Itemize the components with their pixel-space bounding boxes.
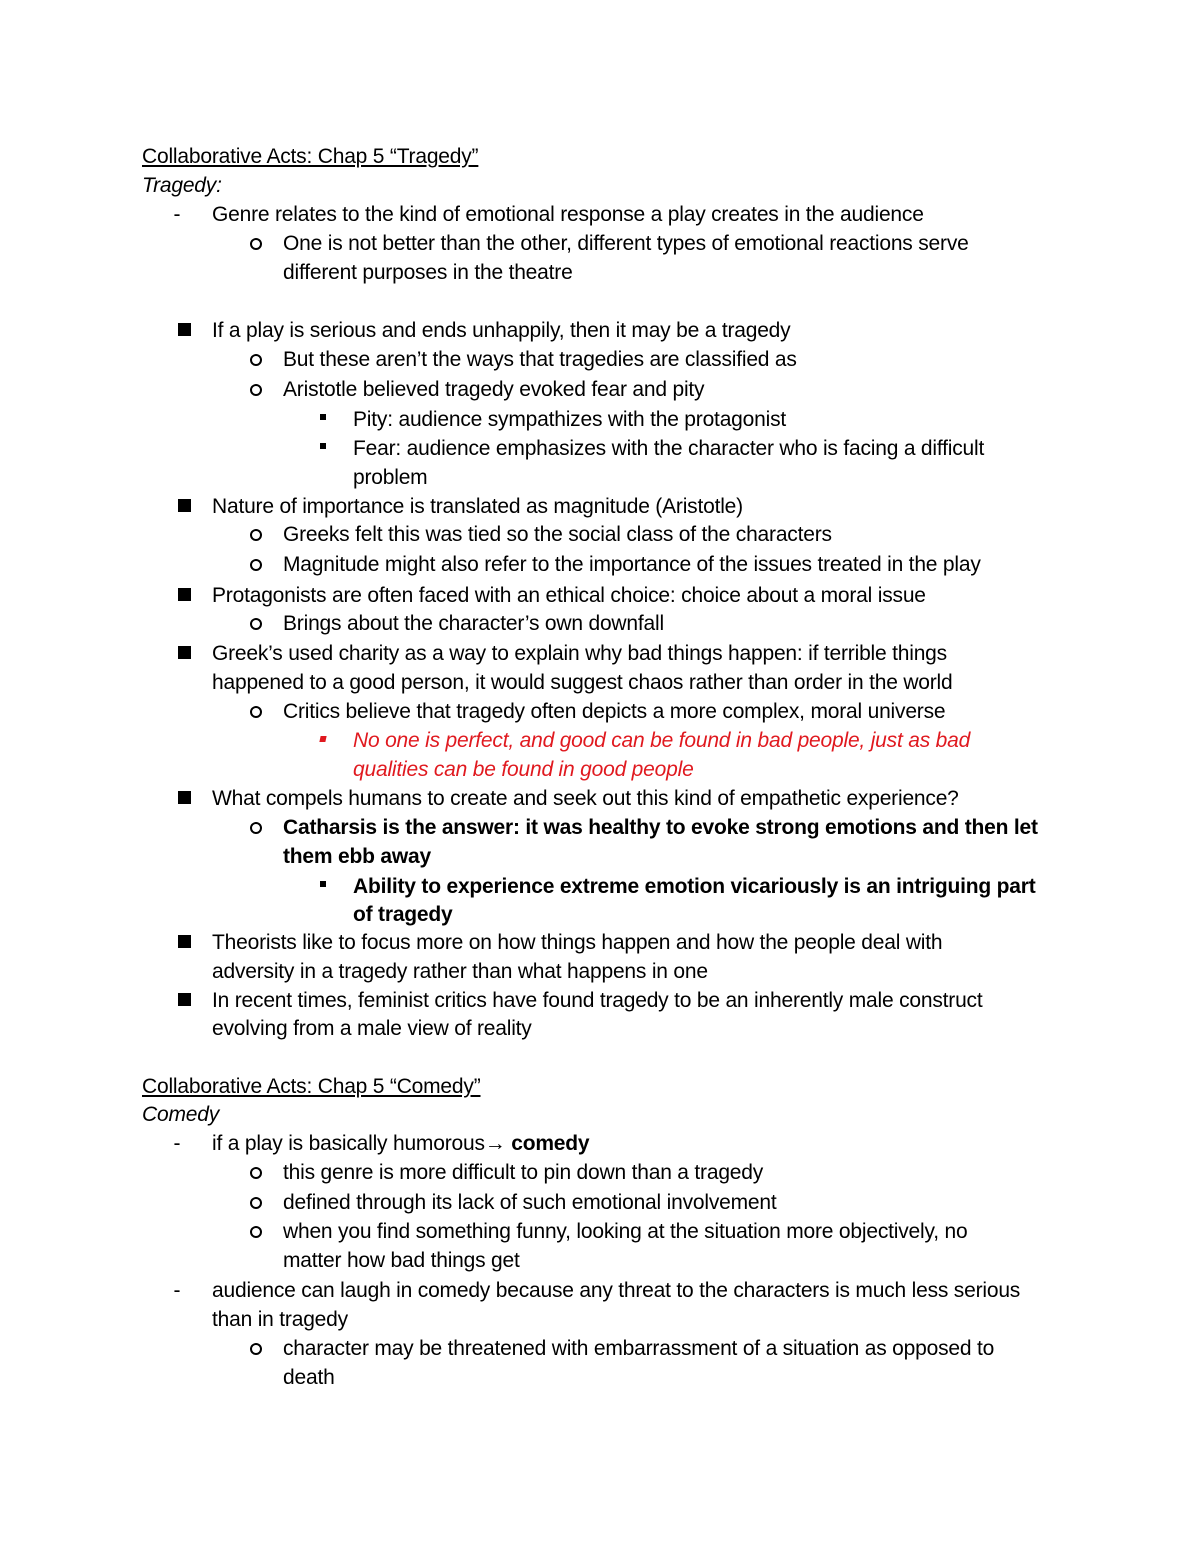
list-item: Critics believe that tragedy often depicts a more complex, moral universe bbox=[283, 700, 946, 723]
circle-bullet bbox=[250, 1343, 262, 1355]
dash-bullet: - bbox=[173, 1279, 181, 1302]
list-item: If a play is serious and ends unhappily, then it may be a tragedy bbox=[212, 319, 791, 342]
highlighted-note: No one is perfect, and good can be found in bad people, just as bad bbox=[353, 729, 971, 752]
small-square-bullet bbox=[320, 414, 326, 420]
circle-bullet bbox=[250, 384, 262, 396]
list-item: audience can laugh in comedy because any threat to the characters is much less serious bbox=[212, 1279, 1021, 1302]
list-item: But these aren’t the ways that tragedies are classified as bbox=[283, 348, 797, 371]
list-item: Magnitude might also refer to the importance of the issues treated in the play bbox=[283, 553, 981, 576]
list-item: Greek’s used charity as a way to explain why bad things happen: if terrible things bbox=[212, 642, 947, 665]
list-item bbox=[212, 1129, 589, 1158]
list-item: Ability to experience extreme emotion vicariously is an intriguing part bbox=[353, 875, 1036, 898]
list-item: death bbox=[283, 1366, 335, 1389]
comedy-heading: Collaborative Acts: Chap 5 “Comedy” bbox=[142, 1075, 481, 1098]
comedy-subheading: Comedy bbox=[142, 1103, 219, 1126]
list-item: defined through its lack of such emotional involvement bbox=[283, 1191, 777, 1214]
list-item: when you find something funny, looking at the situation more objectively, no bbox=[283, 1220, 968, 1243]
square-bullet bbox=[178, 993, 191, 1006]
circle-bullet bbox=[250, 822, 262, 834]
square-bullet bbox=[178, 646, 191, 659]
list-item: than in tragedy bbox=[212, 1308, 348, 1331]
circle-bullet bbox=[250, 529, 262, 541]
list-item: One is not better than the other, different types of emotional reactions serve bbox=[283, 232, 969, 255]
square-bullet bbox=[178, 323, 191, 336]
circle-bullet bbox=[250, 706, 262, 718]
list-item: matter how bad things get bbox=[283, 1249, 520, 1272]
tragedy-heading: Collaborative Acts: Chap 5 “Tragedy” bbox=[142, 145, 479, 168]
list-item: Brings about the character’s own downfall bbox=[283, 612, 664, 635]
list-item: different purposes in the theatre bbox=[283, 261, 573, 284]
list-item: happened to a good person, it would suggest chaos rather than order in the world bbox=[212, 671, 953, 694]
list-item: Nature of importance is translated as magnitude (Aristotle) bbox=[212, 495, 743, 518]
circle-bullet bbox=[250, 354, 262, 366]
square-bullet bbox=[178, 499, 191, 512]
list-item: What compels humans to create and seek out this kind of empathetic experience? bbox=[212, 787, 959, 810]
list-item: character may be threatened with embarrassment of a situation as opposed to bbox=[283, 1337, 995, 1360]
list-item: Greeks felt this was tied so the social class of the characters bbox=[283, 523, 832, 546]
list-item: In recent times, feminist critics have found tragedy to be an inherently male construct bbox=[212, 989, 983, 1012]
list-item: Genre relates to the kind of emotional response a play creates in the audience bbox=[212, 203, 924, 226]
list-item: evolving from a male view of reality bbox=[212, 1017, 532, 1040]
circle-bullet bbox=[250, 1167, 262, 1179]
list-item: them ebb away bbox=[283, 845, 431, 868]
dash-bullet: - bbox=[173, 1132, 181, 1155]
list-item: Theorists like to focus more on how things happen and how the people deal with bbox=[212, 931, 943, 954]
tragedy-subheading: Tragedy: bbox=[142, 174, 222, 197]
dash-bullet: - bbox=[173, 203, 181, 226]
small-square-bullet bbox=[320, 881, 326, 887]
list-item: Fear: audience emphasizes with the character who is facing a difficult bbox=[353, 437, 985, 460]
circle-bullet bbox=[250, 1226, 262, 1238]
highlighted-note: qualities can be found in good people bbox=[353, 758, 694, 781]
list-item: Pity: audience sympathizes with the protagonist bbox=[353, 408, 787, 431]
list-item: Protagonists are often faced with an ethical choice: choice about a moral issue bbox=[212, 584, 926, 607]
list-item: problem bbox=[353, 466, 428, 489]
list-item: Catharsis is the answer: it was healthy to evoke strong emotions and then let bbox=[283, 816, 1038, 839]
circle-bullet bbox=[250, 1197, 262, 1209]
comedy-first-line-text: if a play is basically humorous bbox=[212, 1132, 485, 1155]
square-bullet bbox=[178, 588, 191, 601]
arrow-icon: → bbox=[484, 1132, 506, 1155]
list-item: of tragedy bbox=[353, 903, 453, 926]
square-bullet bbox=[178, 935, 191, 948]
comedy-keyword: comedy bbox=[505, 1132, 590, 1155]
square-bullet bbox=[178, 791, 191, 804]
list-item: this genre is more difficult to pin down than a tragedy bbox=[283, 1161, 764, 1184]
circle-bullet bbox=[250, 238, 262, 250]
list-item: adversity in a tragedy rather than what happens in one bbox=[212, 960, 708, 983]
circle-bullet bbox=[250, 618, 262, 630]
small-square-bullet bbox=[319, 736, 326, 742]
list-item: Aristotle believed tragedy evoked fear and pity bbox=[283, 378, 705, 401]
circle-bullet bbox=[250, 559, 262, 571]
small-square-bullet bbox=[320, 443, 326, 449]
